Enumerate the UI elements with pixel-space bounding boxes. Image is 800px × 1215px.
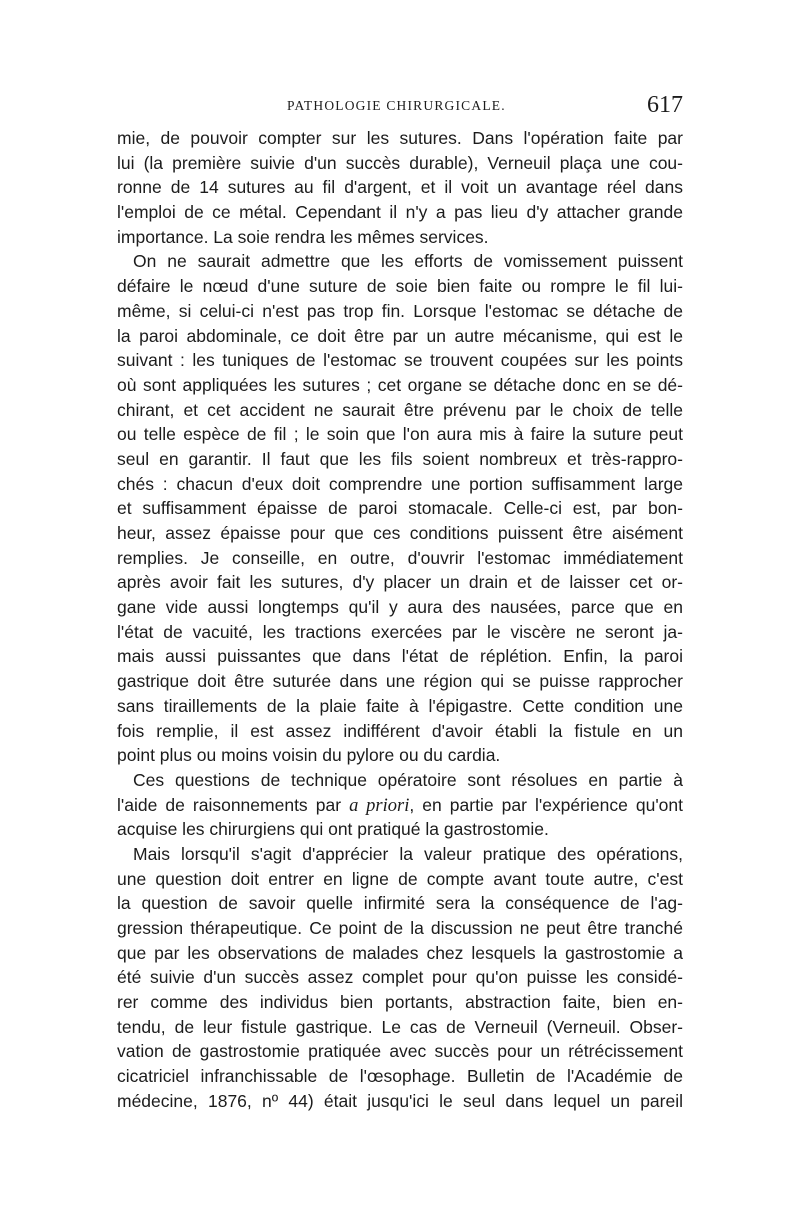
- text-line: remplies. Je conseille, en outre, d'ouvrir l'estomac immédiatement: [117, 547, 683, 568]
- paragraph: [117, 126, 683, 249]
- text-line: heur, assez épaisse pour que ces conditions puissent être aisément: [117, 523, 683, 543]
- running-title: PATHOLOGIE CHIRURGICALE.: [287, 98, 506, 113]
- text-line: mie, de pouvoir compter sur les sutures. Dans l'opération faite par: [117, 128, 683, 148]
- text-line: sans tiraillements de la plaie faite à l'épigastre. Cette condition une: [117, 695, 683, 716]
- text-line: suivant : les tuniques de l'estomac se trouvent coupées sur les points: [117, 350, 683, 371]
- text-line: défaire le nœud d'une suture de soie bien faite ou rompre le fil lui-: [117, 276, 683, 297]
- text-line: mais aussi puissantes que dans l'état de réplétion. Enfin, la paroi: [117, 646, 683, 667]
- text-line: été suivie d'un succès assez complet pour qu'on puisse les considé-: [117, 967, 683, 988]
- text-line: rer comme des individus bien portants, abstraction faite, bien en-: [117, 992, 683, 1013]
- body-text: [117, 126, 683, 1114]
- text-line: importance. La soie rendra les mêmes services.: [117, 226, 489, 247]
- text-line: On ne saurait admettre que les efforts de vomissement puissent: [133, 251, 683, 272]
- text-line: la question de savoir quelle infirmité sera la conséquence de l'ag-: [117, 893, 683, 914]
- paragraph: [117, 768, 683, 842]
- text-line: gastrique doit être suturée dans une région qui se puisse rapprocher: [117, 671, 683, 692]
- text-line: fois remplie, il est assez indifférent d'avoir établi la fistule en un: [117, 720, 683, 741]
- text-line: et suffisamment épaisse de paroi stomacale. Celle-ci est, par bon-: [117, 498, 683, 519]
- text-line: l'état de vacuité, les tractions exercées par le viscère ne seront ja-: [117, 621, 683, 642]
- text-line: chirant, et cet accident ne saurait être prévenu par le choix de telle: [117, 399, 683, 420]
- running-head: [117, 92, 683, 126]
- paragraph: [117, 842, 683, 1114]
- text-line: cicatriciel infranchissable de l'œsophage. Bulletin de l'Académie de: [117, 1066, 683, 1087]
- text-line: ronne de 14 sutures au fil d'argent, et il voit un avantage réel dans: [117, 177, 683, 198]
- book-page: [117, 92, 683, 1114]
- text-line: chés : chacun d'eux doit comprendre une portion suffisamment large: [117, 473, 683, 494]
- text-line: Ces questions de technique opératoire sont résolues en partie à: [133, 769, 683, 790]
- text-line: après avoir fait les sutures, d'y placer un drain et de laisser cet or-: [117, 572, 683, 593]
- text-line: médecine, 1876, nº 44) était jusqu'ici le seul dans lequel un pareil: [117, 1090, 683, 1111]
- italic-phrase: a priori: [349, 795, 410, 816]
- text-line: gression thérapeutique. Ce point de la discussion ne peut être tranché: [117, 918, 683, 938]
- text-line: lui (la première suivie d'un succès durable), Verneuil plaça une cou-: [117, 152, 683, 173]
- text-line: seul en garantir. Il faut que les fils soient nombreux et très-rappro-: [117, 448, 683, 469]
- text-line: que par les observations de malades chez lesquels la gastrostomie a: [117, 942, 683, 963]
- text-line: où sont appliquées les sutures ; cet organe se détache donc en se dé-: [117, 374, 683, 395]
- text-line: vation de gastrostomie pratiquée avec succès pour un rétrécissement: [117, 1041, 683, 1062]
- text-line-italic-phrase: l'aide de raisonnements par a priori, en partie par l'expérience qu'ont: [117, 794, 683, 816]
- text-line: ou telle espèce de fil ; le soin que l'on aura mis à faire la suture peut: [117, 424, 683, 445]
- text-line: l'emploi de ce métal. Cependant il n'y a pas lieu d'y attacher grande: [117, 202, 683, 223]
- page-number: 617: [647, 92, 683, 118]
- text-line: point plus ou moins voisin du pylore ou du cardia.: [117, 745, 501, 766]
- text-line: une question doit entrer en ligne de compte avant toute autre, c'est: [117, 868, 683, 889]
- text-line: tendu, de leur fistule gastrique. Le cas de Verneuil (Verneuil. Obser-: [117, 1016, 683, 1037]
- text-line: Mais lorsqu'il s'agit d'apprécier la valeur pratique des opérations,: [133, 843, 683, 864]
- paragraph: [117, 249, 683, 767]
- text-line: gane vide aussi longtemps qu'il y aura des nausées, parce que en: [117, 597, 683, 618]
- text-line: la paroi abdominale, ce doit être par un autre mécanisme, qui est le: [117, 325, 683, 346]
- text-line: même, si celui-ci n'est pas trop fin. Lorsque l'estomac se détache de: [117, 300, 683, 321]
- text-line: acquise les chirurgiens qui ont pratiqué la gastrostomie.: [117, 819, 549, 840]
